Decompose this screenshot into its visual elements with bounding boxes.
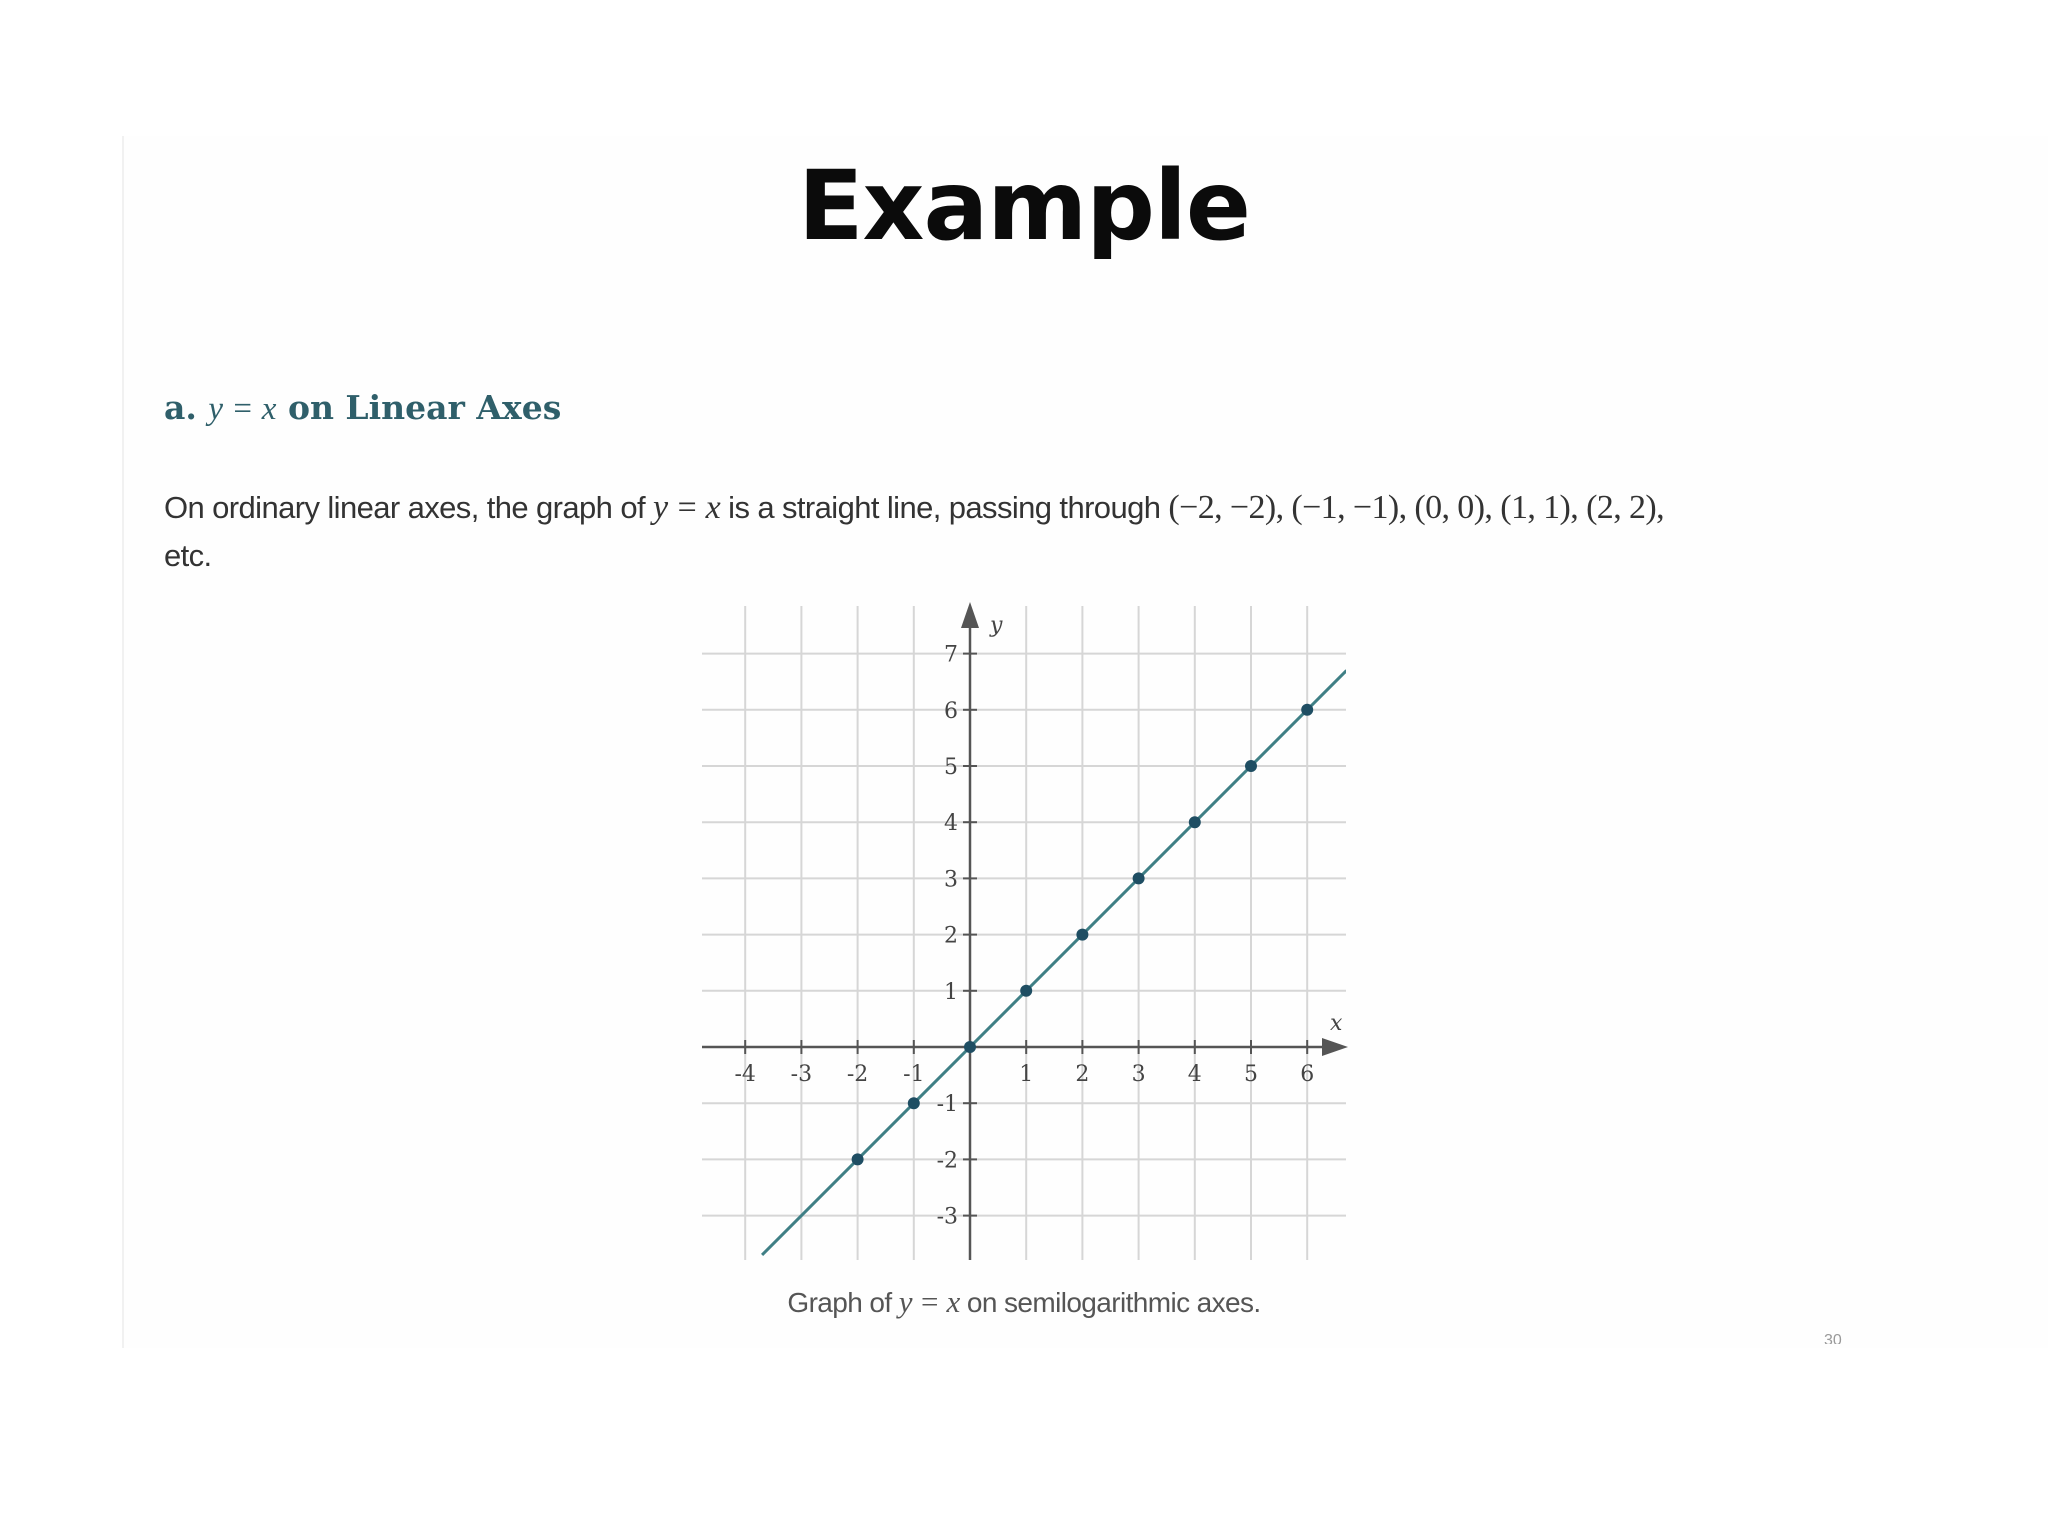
heading-suffix: on Linear Axes	[287, 388, 562, 427]
data-point	[908, 1097, 920, 1109]
series-line-path	[762, 670, 1346, 1254]
y-tick-label: 5	[944, 755, 958, 780]
data-point	[1133, 872, 1145, 884]
data-point	[852, 1153, 864, 1165]
x-tick-label: 1	[1019, 1062, 1034, 1087]
y-tick-label: 6	[944, 698, 958, 724]
heading-prefix: a.	[164, 388, 197, 427]
data-point	[1076, 929, 1088, 941]
page-number: 30	[1824, 1334, 1842, 1344]
y-tick-label: 7	[944, 642, 958, 668]
x-tick-label: -2	[846, 1062, 869, 1087]
y-tick-label: 1	[944, 979, 958, 1005]
x-tick-label: 3	[1131, 1062, 1146, 1087]
slide-title: Example	[797, 150, 1251, 262]
series-line	[762, 670, 1346, 1254]
x-tick-label: -3	[790, 1062, 813, 1087]
data-point	[1020, 985, 1032, 997]
y-tick-label: 3	[944, 867, 958, 893]
figure-caption	[0, 1284, 2048, 1320]
paragraph-text-before: On ordinary linear axes, the graph of	[164, 490, 645, 525]
paragraph-line2: etc.	[164, 538, 212, 573]
data-point	[964, 1041, 976, 1053]
x-tick-label: 2	[1075, 1062, 1090, 1087]
paragraph-points: (−2, −2), (−1, −1), (0, 0), (1, 1), (2, 2),	[1168, 489, 1665, 526]
x-axis-label: x	[1330, 1011, 1343, 1036]
y-axis-label: y	[990, 613, 1003, 638]
y-tick-label: 2	[944, 923, 958, 949]
caption-text-after: on semilogarithmic axes.	[966, 1287, 1261, 1318]
y-tick-label: 4	[944, 811, 958, 837]
caption-text-before: Graph of	[787, 1287, 892, 1318]
paragraph-math: y = x	[653, 489, 721, 526]
x-tick-label: -1	[903, 1062, 925, 1087]
ticks	[734, 643, 1314, 1230]
x-tick-label: 6	[1300, 1062, 1315, 1087]
data-point	[1301, 704, 1313, 716]
x-tick-label: -4	[734, 1062, 756, 1087]
data-point	[1245, 760, 1257, 772]
x-axis-arrow-icon	[1322, 1038, 1348, 1056]
y-axis-arrow-icon	[961, 602, 979, 628]
y-tick-label: -1	[936, 1092, 958, 1118]
y-tick-label: -2	[936, 1148, 958, 1174]
data-point	[1189, 816, 1201, 828]
caption-math: y = x	[898, 1284, 960, 1319]
x-tick-label: 4	[1187, 1062, 1202, 1087]
x-tick-label: 5	[1244, 1062, 1258, 1087]
y-tick-label: -3	[936, 1204, 958, 1230]
grid	[702, 606, 1346, 1260]
heading-math: y = x	[208, 391, 277, 427]
paragraph-text-after: is a straight line, passing through	[728, 490, 1161, 525]
